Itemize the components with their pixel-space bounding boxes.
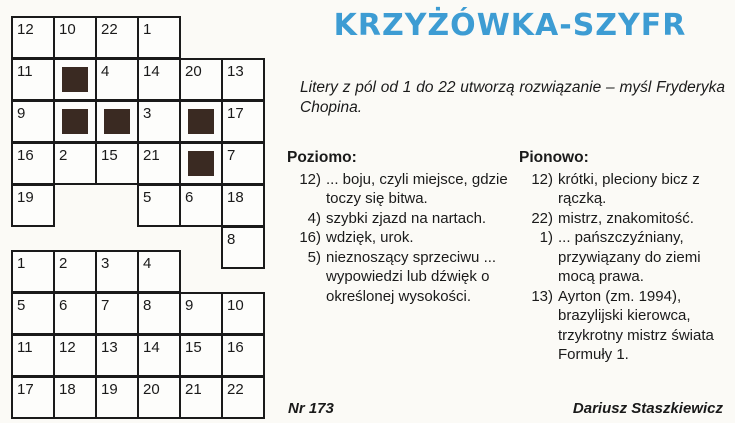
grid-cell: 16 [221,334,265,377]
clue-number: 22) [531,209,553,227]
clue-number: 12) [299,170,321,188]
grid-cell: 14 [137,334,181,377]
grid-cell: 22 [221,376,265,419]
grid-cell: 13 [221,58,265,101]
clue-text: krótki, pleciony bicz z rączką. [558,170,700,207]
clue-item [287,170,509,209]
grid-cell: 7 [95,292,139,335]
grid-cell: 21 [137,142,181,185]
grid-cell: 15 [95,142,139,185]
clues-down [519,148,729,365]
grid-cell: 21 [179,376,223,419]
grid-cell: 2 [53,142,97,185]
clue-item [519,228,729,287]
clues-across-heading: Poziomo: [287,149,357,166]
blocked-cell [53,58,97,101]
blocked-cell [179,142,223,185]
grid-cell: 18 [221,184,265,227]
clues-across [287,148,509,306]
grid-cell: 4 [95,58,139,101]
blocked-cell [95,100,139,143]
grid-cell: 9 [179,292,223,335]
grid-cell: 3 [137,100,181,143]
clue-text: wdzięk, urok. [326,229,414,246]
grid-cell: 12 [11,16,55,59]
clue-item [287,209,509,229]
puzzle-author: Dariusz Staszkiewicz [572,400,723,417]
grid-cell: 4 [137,250,181,293]
grid-cell: 14 [137,58,181,101]
blocked-cell [179,100,223,143]
grid-cell: 11 [11,58,55,101]
crossword-grid [0,0,260,423]
clues-down-heading: Pionowo: [519,149,589,166]
clue-item [519,209,729,229]
grid-cell: 10 [53,16,97,59]
grid-cell: 7 [221,142,265,185]
clue-item [519,287,729,365]
grid-cell: 17 [11,376,55,419]
grid-cell: 9 [11,100,55,143]
clue-number: 4) [307,209,321,227]
puzzle-instructions: Litery z pól od 1 do 22 utworzą rozwiązanie – myśl Fryderyka Chopina. [300,79,725,116]
clue-text: szybki zjazd na nartach. [326,209,487,227]
grid-cell: 20 [137,376,181,419]
grid-cell: 5 [11,292,55,335]
clue-item [287,228,509,248]
clue-text: Ayrton (zm. 1994), brazylijski kierowca, trzykrotny mistrz świata Formuły 1. [558,287,714,363]
clue-item [519,170,729,209]
grid-cell: 6 [179,184,223,227]
clue-text: nieznoszący sprzeciwu ... wypowiedzi lub dźwięk o określonej wysokości. [326,248,497,305]
grid-cell: 13 [95,334,139,377]
clue-text: ... boju, czyli miejsce, gdzie toczy się bitwa. [326,170,508,207]
grid-cell: 6 [53,292,97,335]
grid-cell: 20 [179,58,223,101]
grid-cell: 16 [11,142,55,185]
grid-cell: 8 [221,226,265,269]
grid-cell: 19 [11,184,55,227]
grid-cell: 2 [53,250,97,293]
grid-cell: 11 [11,334,55,377]
grid-cell: 19 [95,376,139,419]
grid-cell: 3 [95,250,139,293]
grid-cell: 5 [137,184,181,227]
grid-cell: 18 [53,376,97,419]
clue-item [287,248,509,307]
blocked-cell [53,100,97,143]
clue-number: 13) [531,287,553,305]
grid-cell: 15 [179,334,223,377]
grid-cell: 17 [221,100,265,143]
grid-cell: 1 [11,250,55,293]
grid-cell: 10 [221,292,265,335]
grid-cell: 1 [137,16,181,59]
puzzle-number: Nr 173 [288,400,334,417]
clue-number: 5) [307,248,321,266]
grid-cell: 12 [53,334,97,377]
clue-text: ... pańszczyźniany, przywiązany do ziemi mocą prawa. [558,229,701,285]
grid-cell: 22 [95,16,139,59]
clue-text: mistrz, znakomitość. [558,209,694,227]
clue-number: 16) [299,229,321,246]
clue-number: 1) [539,229,553,246]
puzzle-title: KRZYŻÓWKA-SZYFR [333,8,687,43]
clue-number: 12) [531,170,553,188]
grid-cell: 8 [137,292,181,335]
